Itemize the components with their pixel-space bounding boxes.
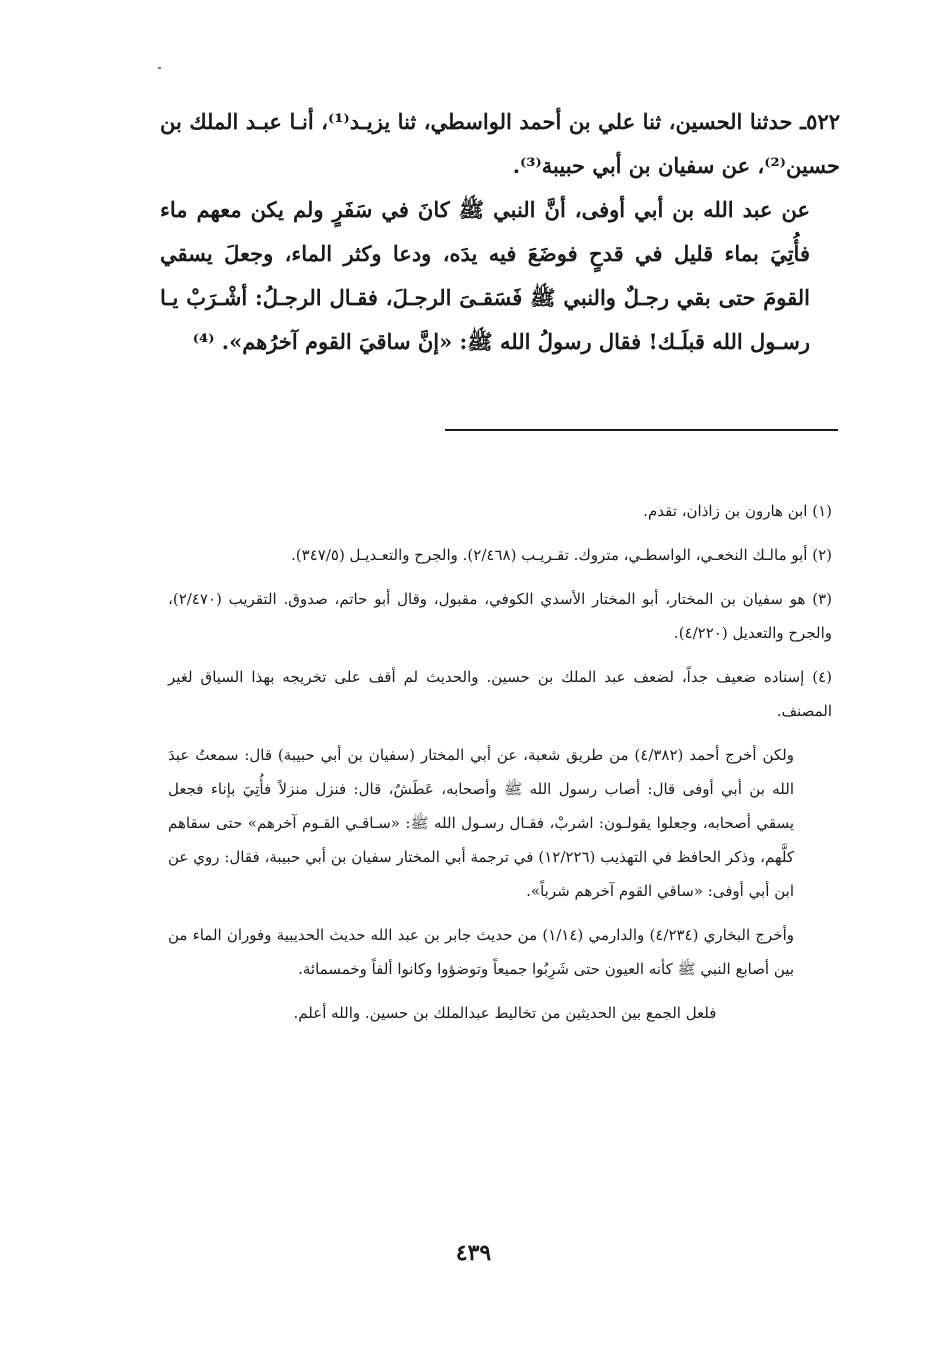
footnote-3: (٣) هو سفيان بن المختار، أبو المختار الأسدي الكوفي، مقبول، وقال أبو حاتم، صدوق. التقريب (٢/٤٧٠)، والجرح والتعديل (٤/٢٢٠). bbox=[168, 590, 832, 642]
footnote-extra-ahmad: ولكن أخرج أحمد (٤/٣٨٢) من طريق شعبة، عن أبي المختار (سفيان بن أبي حبيبة) قال: سمعتُ عبدَ الله بن أبي أوفى قال: أصاب رسول الله ﷺ وأصحابه، عَطَشٌ، قال: فنزل منزلاً فأُتِيَ بإناء فجعل يسقي أصحابه، وجعلوا يقولـون: اشربْ، فقـال رسـول الله ﷺ: «سـاقـي القـوم آخرهم» حتى سقاهم كلَّهم، وذكر الحافظ في التهذيب (١٢/٢٢٦) في ترجمة أبي المختار سفيان بن أبي حبيبة، فقال: روي عن ابن أبي أوفى: «ساقي القوم آخرهم شرباً». bbox=[168, 746, 794, 900]
footnote-extra-bukhari: وأخرج البخاري (٤/٢٣٤) والدارمي (١/١٤) من حديث جابر بن عبد الله حديث الحديبية وفوران الماء من بين أصابع النبي ﷺ كأنه العيون حتى شَرِبُوا جميعاً وتوضؤوا وكانوا ألفاً وخمسمائة. bbox=[168, 926, 794, 978]
footnotes bbox=[168, 494, 842, 1040]
footnote-4: (٤) إسناده ضعيف جداً، لضعف عبد الملك بن حسين. والحديث لم أقف على تخريجه بهذا السياق لغير المصنف. bbox=[168, 668, 832, 720]
hadith-text bbox=[160, 100, 840, 364]
page-number: ٤٣٩ bbox=[455, 1240, 492, 1266]
scan-speck bbox=[158, 67, 161, 69]
footnote-1: (١) ابن هارون بن زاذان، تقدم. bbox=[643, 502, 832, 520]
footnote-separator bbox=[445, 429, 838, 431]
footnote-2: (٢) أبو مالـك النخعـي، الواسطـي، متروك. تقـريـب (٢/٤٦٨). والجرح والتعـديـل (٣٤٧/٥). bbox=[291, 546, 832, 564]
footnote-closing: فلعل الجمع بين الحديثين من تخاليط عبدالملك بن حسين. والله أعلم. bbox=[293, 1004, 717, 1022]
hadith-matn: عن عبد الله بن أبي أوفى، أنَّ النبي ﷺ كانَ في سَفَرٍ ولم يكن معهم ماء فأُتِيَ بماء قليل في قدحٍ فوضَعَ فيه يدَه، ودعا وكثر الماء، وجعلَ يسقي القومَ حتى بقي رجـلٌ والنبي ﷺ فَسَقـىَ الرجـلَ، فقـال الرجـلُ: أشْـرَبْ يـا رسـول الله قبلَـك! فقال رسولُ الله ﷺ: «إنَّ ساقيَ القوم آخرُهم». ⁽⁴⁾ bbox=[160, 197, 810, 354]
hadith-isnad: ٥٢٢ـ حدثنا الحسين، ثنا علي بن أحمد الواسطي، ثنا يزيـد⁽¹⁾، أنـا عبـد الملك بن حسين⁽²⁾، عن سفيان بن أبي حبيبة⁽³⁾. bbox=[160, 109, 841, 178]
